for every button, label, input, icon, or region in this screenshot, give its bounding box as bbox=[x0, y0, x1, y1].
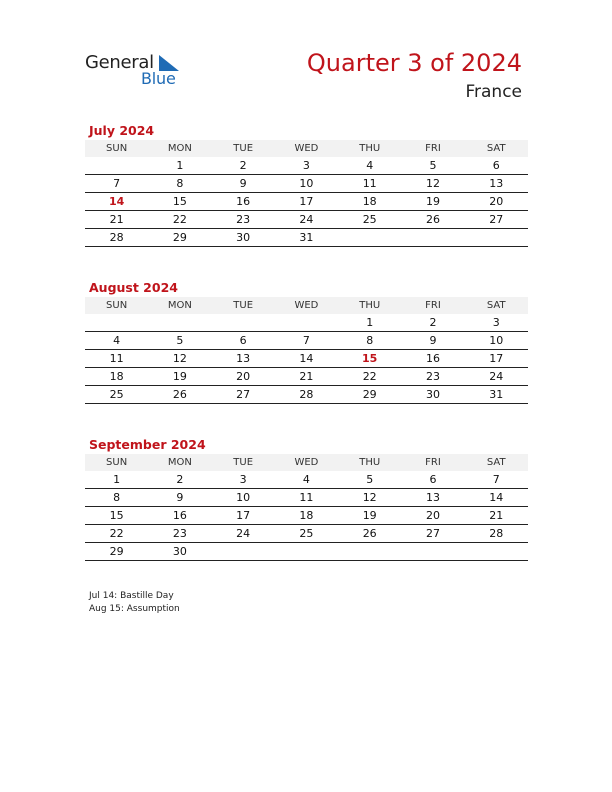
day-cell: 13 bbox=[236, 352, 251, 365]
day-cell: 7 bbox=[113, 177, 121, 190]
empty-day-cell bbox=[148, 314, 211, 331]
day-cell: 25 bbox=[299, 527, 314, 540]
day-cell: 18 bbox=[299, 509, 314, 522]
month-title: September 2024 bbox=[89, 437, 206, 452]
week-row bbox=[85, 507, 528, 525]
weekday-label: SAT bbox=[486, 143, 506, 154]
day-cell: 3 bbox=[492, 316, 500, 329]
weekday-label: SAT bbox=[486, 300, 506, 311]
weekday-label: WED bbox=[294, 457, 319, 468]
day-cell: 15 bbox=[172, 195, 187, 208]
day-cell: 8 bbox=[113, 491, 121, 504]
month-calendar bbox=[85, 436, 528, 561]
day-cell: 14 bbox=[489, 491, 504, 504]
day-cell: 17 bbox=[489, 352, 504, 365]
day-cell: 6 bbox=[239, 334, 247, 347]
day-cell: 13 bbox=[425, 491, 440, 504]
weekday-label: WED bbox=[294, 143, 319, 154]
day-cell: 22 bbox=[109, 527, 124, 540]
day-cell: 28 bbox=[489, 527, 504, 540]
day-cell: 16 bbox=[172, 509, 187, 522]
empty-day-cell bbox=[338, 229, 401, 246]
day-cell: 28 bbox=[299, 388, 314, 401]
day-cell: 31 bbox=[489, 388, 504, 401]
day-cell: 18 bbox=[362, 195, 377, 208]
day-cell: 26 bbox=[362, 527, 377, 540]
day-cell: 30 bbox=[425, 388, 440, 401]
day-cell: 25 bbox=[109, 388, 124, 401]
day-cell: 26 bbox=[425, 213, 440, 226]
empty-day-cell bbox=[275, 543, 338, 560]
day-cell: 29 bbox=[172, 231, 187, 244]
day-cell: 23 bbox=[425, 370, 440, 383]
empty-day-cell bbox=[401, 229, 464, 246]
day-cell: 9 bbox=[176, 491, 184, 504]
week-row bbox=[85, 471, 528, 489]
empty-day-cell bbox=[275, 314, 338, 331]
day-cell: 14 bbox=[108, 195, 125, 208]
day-cell: 5 bbox=[366, 473, 374, 486]
day-cell: 5 bbox=[176, 334, 184, 347]
empty-day-cell bbox=[401, 543, 464, 560]
holiday-note: Jul 14: Bastille Day bbox=[89, 591, 174, 601]
logo bbox=[85, 52, 195, 92]
month-calendar bbox=[85, 279, 528, 404]
day-cell: 19 bbox=[362, 509, 377, 522]
day-cell: 11 bbox=[109, 352, 124, 365]
logo-text-general: General bbox=[85, 52, 154, 73]
day-cell: 15 bbox=[362, 352, 378, 365]
week-row bbox=[85, 525, 528, 543]
day-cell: 20 bbox=[425, 509, 440, 522]
week-row bbox=[85, 386, 528, 404]
weekday-label: MON bbox=[167, 300, 192, 311]
empty-day-cell bbox=[212, 314, 275, 331]
day-cell: 27 bbox=[489, 213, 504, 226]
day-cell: 20 bbox=[489, 195, 504, 208]
month-title: July 2024 bbox=[89, 123, 155, 138]
day-cell: 27 bbox=[236, 388, 251, 401]
day-cell: 21 bbox=[299, 370, 314, 383]
day-cell: 2 bbox=[429, 316, 437, 329]
weekday-label: FRI bbox=[425, 143, 441, 154]
day-cell: 6 bbox=[429, 473, 437, 486]
day-cell: 1 bbox=[176, 159, 184, 172]
day-cell: 24 bbox=[299, 213, 314, 226]
day-cell: 19 bbox=[172, 370, 187, 383]
weekday-header-row bbox=[85, 454, 528, 471]
day-cell: 21 bbox=[109, 213, 124, 226]
month-calendar bbox=[85, 122, 528, 247]
weekday-label: SUN bbox=[106, 143, 128, 154]
week-row bbox=[85, 157, 528, 175]
week-row bbox=[85, 543, 528, 561]
day-cell: 14 bbox=[299, 352, 314, 365]
day-cell: 2 bbox=[176, 473, 184, 486]
day-cell: 29 bbox=[109, 545, 124, 558]
day-cell: 10 bbox=[299, 177, 314, 190]
day-cell: 21 bbox=[489, 509, 504, 522]
day-cell: 1 bbox=[113, 473, 121, 486]
day-cell: 22 bbox=[362, 370, 377, 383]
day-cell: 30 bbox=[236, 231, 251, 244]
weekday-label: SUN bbox=[106, 457, 128, 468]
logo-text-blue: Blue bbox=[141, 69, 176, 88]
day-cell: 13 bbox=[489, 177, 504, 190]
week-row bbox=[85, 175, 528, 193]
weekday-label: WED bbox=[294, 300, 319, 311]
day-cell: 30 bbox=[172, 545, 187, 558]
day-cell: 12 bbox=[362, 491, 377, 504]
day-cell: 9 bbox=[239, 177, 247, 190]
weekday-label: FRI bbox=[425, 300, 441, 311]
day-cell: 4 bbox=[302, 473, 310, 486]
day-cell: 10 bbox=[236, 491, 251, 504]
empty-day-cell bbox=[212, 543, 275, 560]
day-cell: 26 bbox=[172, 388, 187, 401]
week-row bbox=[85, 193, 528, 211]
month-title: August 2024 bbox=[89, 280, 178, 295]
weekday-label: SUN bbox=[106, 300, 128, 311]
day-cell: 4 bbox=[113, 334, 121, 347]
day-cell: 23 bbox=[172, 527, 187, 540]
day-cell: 17 bbox=[299, 195, 314, 208]
empty-day-cell bbox=[85, 314, 148, 331]
day-cell: 29 bbox=[362, 388, 377, 401]
day-cell: 7 bbox=[492, 473, 500, 486]
weekday-label: THU bbox=[359, 143, 381, 154]
empty-day-cell bbox=[338, 543, 401, 560]
week-row bbox=[85, 332, 528, 350]
day-cell: 12 bbox=[172, 352, 187, 365]
week-row bbox=[85, 368, 528, 386]
weekday-header-row bbox=[85, 297, 528, 314]
weekday-label: FRI bbox=[425, 457, 441, 468]
day-cell: 7 bbox=[302, 334, 310, 347]
page-title: Quarter 3 of 2024 bbox=[306, 49, 522, 77]
weekday-header-row bbox=[85, 140, 528, 157]
weekday-label: THU bbox=[359, 457, 381, 468]
week-row bbox=[85, 229, 528, 247]
weekday-label: TUE bbox=[233, 457, 254, 468]
weekday-label: TUE bbox=[233, 300, 254, 311]
day-cell: 25 bbox=[362, 213, 377, 226]
week-row bbox=[85, 314, 528, 332]
day-cell: 22 bbox=[172, 213, 187, 226]
day-cell: 17 bbox=[236, 509, 251, 522]
day-cell: 20 bbox=[236, 370, 251, 383]
day-cell: 4 bbox=[366, 159, 374, 172]
day-cell: 19 bbox=[425, 195, 440, 208]
weekday-label: THU bbox=[359, 300, 381, 311]
day-cell: 5 bbox=[429, 159, 437, 172]
day-cell: 16 bbox=[425, 352, 440, 365]
day-cell: 10 bbox=[489, 334, 504, 347]
week-row bbox=[85, 350, 528, 368]
empty-day-cell bbox=[85, 157, 148, 174]
holiday-notes bbox=[89, 590, 180, 616]
weekday-label: SAT bbox=[486, 457, 506, 468]
weekday-label: MON bbox=[167, 457, 192, 468]
day-cell: 31 bbox=[299, 231, 314, 244]
day-cell: 24 bbox=[236, 527, 251, 540]
day-cell: 16 bbox=[236, 195, 251, 208]
empty-day-cell bbox=[465, 229, 528, 246]
day-cell: 11 bbox=[299, 491, 314, 504]
weekday-label: MON bbox=[167, 143, 192, 154]
empty-day-cell bbox=[465, 543, 528, 560]
day-cell: 8 bbox=[366, 334, 374, 347]
day-cell: 12 bbox=[425, 177, 440, 190]
holiday-note: Aug 15: Assumption bbox=[89, 604, 180, 614]
day-cell: 9 bbox=[429, 334, 437, 347]
day-cell: 8 bbox=[176, 177, 184, 190]
day-cell: 3 bbox=[239, 473, 247, 486]
weekday-label: TUE bbox=[233, 143, 254, 154]
day-cell: 2 bbox=[239, 159, 247, 172]
day-cell: 11 bbox=[362, 177, 377, 190]
week-row bbox=[85, 211, 528, 229]
day-cell: 6 bbox=[492, 159, 500, 172]
day-cell: 1 bbox=[366, 316, 374, 329]
country-name: France bbox=[465, 82, 522, 102]
day-cell: 18 bbox=[109, 370, 124, 383]
day-cell: 3 bbox=[302, 159, 310, 172]
day-cell: 28 bbox=[109, 231, 124, 244]
day-cell: 27 bbox=[425, 527, 440, 540]
day-cell: 24 bbox=[489, 370, 504, 383]
day-cell: 15 bbox=[109, 509, 124, 522]
day-cell: 23 bbox=[236, 213, 251, 226]
week-row bbox=[85, 489, 528, 507]
